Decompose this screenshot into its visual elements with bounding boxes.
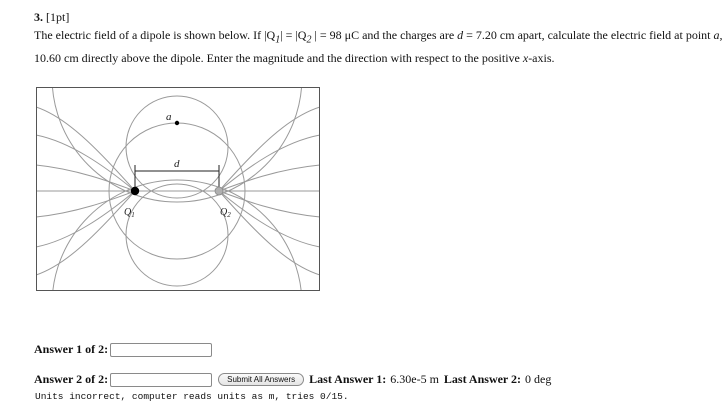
equality-symbol: | = |Q [280,28,307,42]
field-line-left-down-2 [36,191,135,247]
text-segment: -axis. [528,51,555,66]
field-line-left-down-1 [36,191,135,275]
field-line-right-down-2 [219,191,320,247]
field-line-lower-1 [126,184,228,286]
dipole-figure [36,87,320,291]
field-line-left-up-1 [36,107,135,191]
last-answer-1-value: 6.30e-5 m [390,372,439,386]
x-variable: x [522,51,529,66]
problem-points: [1pt] [46,10,70,24]
text-segment: 10.60 cm directly above the dipole. Enter the magnitude and the direction with respect to the positive [34,51,520,66]
dipole-field-diagram [36,87,320,291]
point-a-label: a [166,111,172,123]
problem-number: 3. [34,10,43,24]
text-segment: | = 98 μC and the charges are [314,28,455,42]
answer-2-label: Answer 2 of 2: [34,372,109,386]
d-variable: d [457,28,464,42]
status-message: Units incorrect, computer reads units as m, tries 0/15. [35,391,349,402]
problem-line-1 [34,26,722,49]
q1-label: $Q_1$ [124,207,135,219]
problem-text [34,26,722,67]
point-a-marker [175,121,179,125]
charge-q1 [131,187,139,195]
field-line-right-down-3 [219,191,320,217]
field-line-left-up-2 [36,135,135,191]
q1-subscript: 1 [275,34,281,46]
problem-header [34,10,69,25]
answer-2-row [34,372,551,387]
last-answer-1-label: Last Answer 1: [309,372,387,386]
answer-1-row [34,342,212,357]
submit-all-answers-button[interactable]: Submit All Answers [218,373,304,386]
text-segment: = 7.20 cm apart, calculate the electric field at point [466,28,711,42]
figure-frame [37,88,320,291]
field-line-right-up-3 [219,165,320,191]
problem-line-2 [34,49,700,67]
q1-symbol: |Q [264,28,276,42]
distance-label: d [174,158,180,170]
last-answer-2-value: 0 deg [525,372,552,386]
last-answer-2-label: Last Answer 2: [443,372,522,386]
answer-1-label: Answer 1 of 2: [34,342,109,356]
a-variable: a, [713,28,722,42]
charge-q2 [215,187,223,195]
answer-1-input[interactable] [110,343,212,357]
answer-2-input[interactable] [110,373,212,387]
field-line-upper-1 [126,96,228,198]
field-line-left-up-3 [36,165,135,191]
text-segment: The electric field of a dipole is shown below. If [34,28,262,42]
q2-subscript: 2 [306,34,312,46]
field-line-right-up-2 [219,135,320,191]
field-line-left-down-3 [36,191,135,217]
q2-label: $Q_2$ [220,207,231,219]
